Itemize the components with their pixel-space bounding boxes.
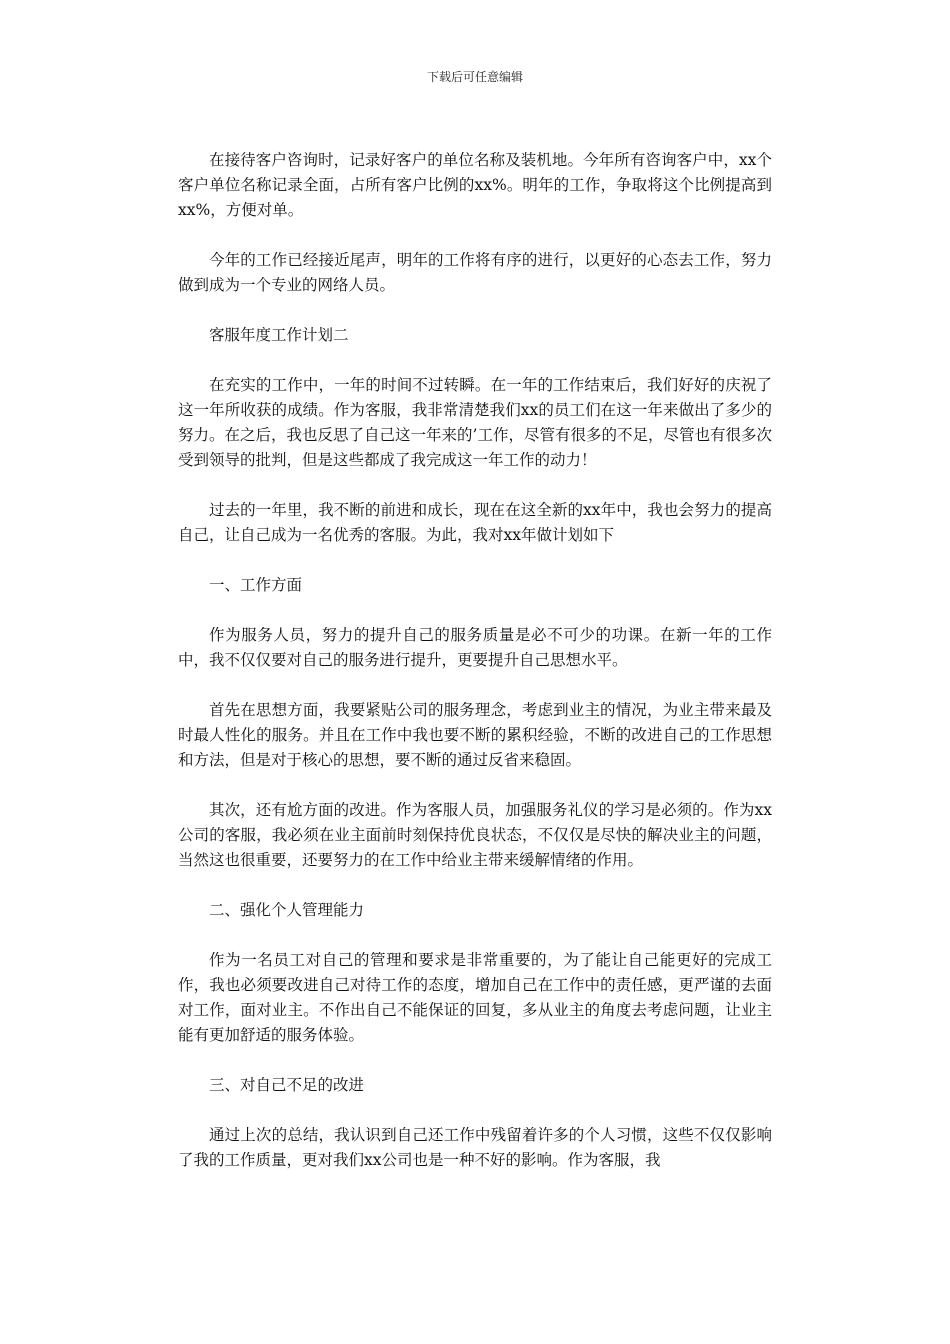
paragraph: 在接待客户咨询时，记录好客户的单位名称及装机地。今年所有咨询客户中，xx个客户单位名称记录全面，占所有客户比例的xx%。明年的工作，争取将这个比例提高到xx%，方便对单。 bbox=[178, 151, 772, 219]
document-body bbox=[178, 148, 772, 1198]
section-heading: 一、工作方面 bbox=[209, 576, 303, 594]
paragraph: 其次，还有尬方面的改进。作为客服人员，加强服务礼仪的学习是必须的。作为xx公司的客服，我必须在业主面前时刻保持优良状态，不仅仅是尽快的解决业主的问题，当然这也很重要，还要努力的在工作中给业主带来缓解情绪的作用。 bbox=[178, 801, 772, 869]
section-heading: 三、对自己不足的改进 bbox=[209, 1076, 365, 1094]
paragraph: 今年的工作已经接近尾声，明年的工作将有序的进行，以更好的心态去工作，努力做到成为一个专业的网络人员。 bbox=[178, 251, 772, 294]
paragraph: 过去的一年里，我不断的前进和成长，现在在这全新的xx年中，我也会努力的提高自己，让自己成为一名优秀的客服。为此，我对xx年做计划如下 bbox=[178, 501, 772, 544]
paragraph: 在充实的工作中，一年的时间不过转瞬。在一年的工作结束后，我们好好的庆祝了这一年所收获的成绩。作为客服，我非常清楚我们xx的员工们在这一年来做出了多少的努力。在之后，我也反思了自己这一年来的’工作，尽管有很多的不足，尽管也有很多次受到领导的批判，但是这些都成了我完成这一年工作的动力！ bbox=[178, 376, 772, 469]
paragraph: 作为一名员工对自己的管理和要求是非常重要的，为了能让自己能更好的完成工作，我也必须要改进自己对待工作的态度，增加自己在工作中的责任感，更严谨的去面对工作，面对业主。不作出自己不能保证的回复，多从业主的角度去考虑问题，让业主能有更加舒适的服务体验。 bbox=[178, 951, 772, 1044]
paragraph: 首先在思想方面，我要紧贴公司的服务理念，考虑到业主的情况，为业主带来最及时最人性化的服务。并且在工作中我也要不断的累积经验，不断的改进自己的工作思想和方法，但是对于核心的思想，要不断的通过反省来稳固。 bbox=[178, 701, 772, 769]
paragraph: 作为服务人员，努力的提升自己的服务质量是必不可少的功课。在新一年的工作中，我不仅仅要对自己的服务进行提升，更要提升自己思想水平。 bbox=[178, 626, 772, 669]
paragraph: 通过上次的总结，我认识到自己还工作中残留着许多的个人习惯，这些不仅仅影响了我的工作质量，更对我们xx公司也是一种不好的影响。作为客服，我 bbox=[178, 1126, 772, 1169]
page-header: 下载后可任意编辑 bbox=[426, 70, 523, 84]
section-heading: 二、强化个人管理能力 bbox=[209, 901, 365, 919]
section-heading: 客服年度工作计划二 bbox=[209, 326, 349, 344]
